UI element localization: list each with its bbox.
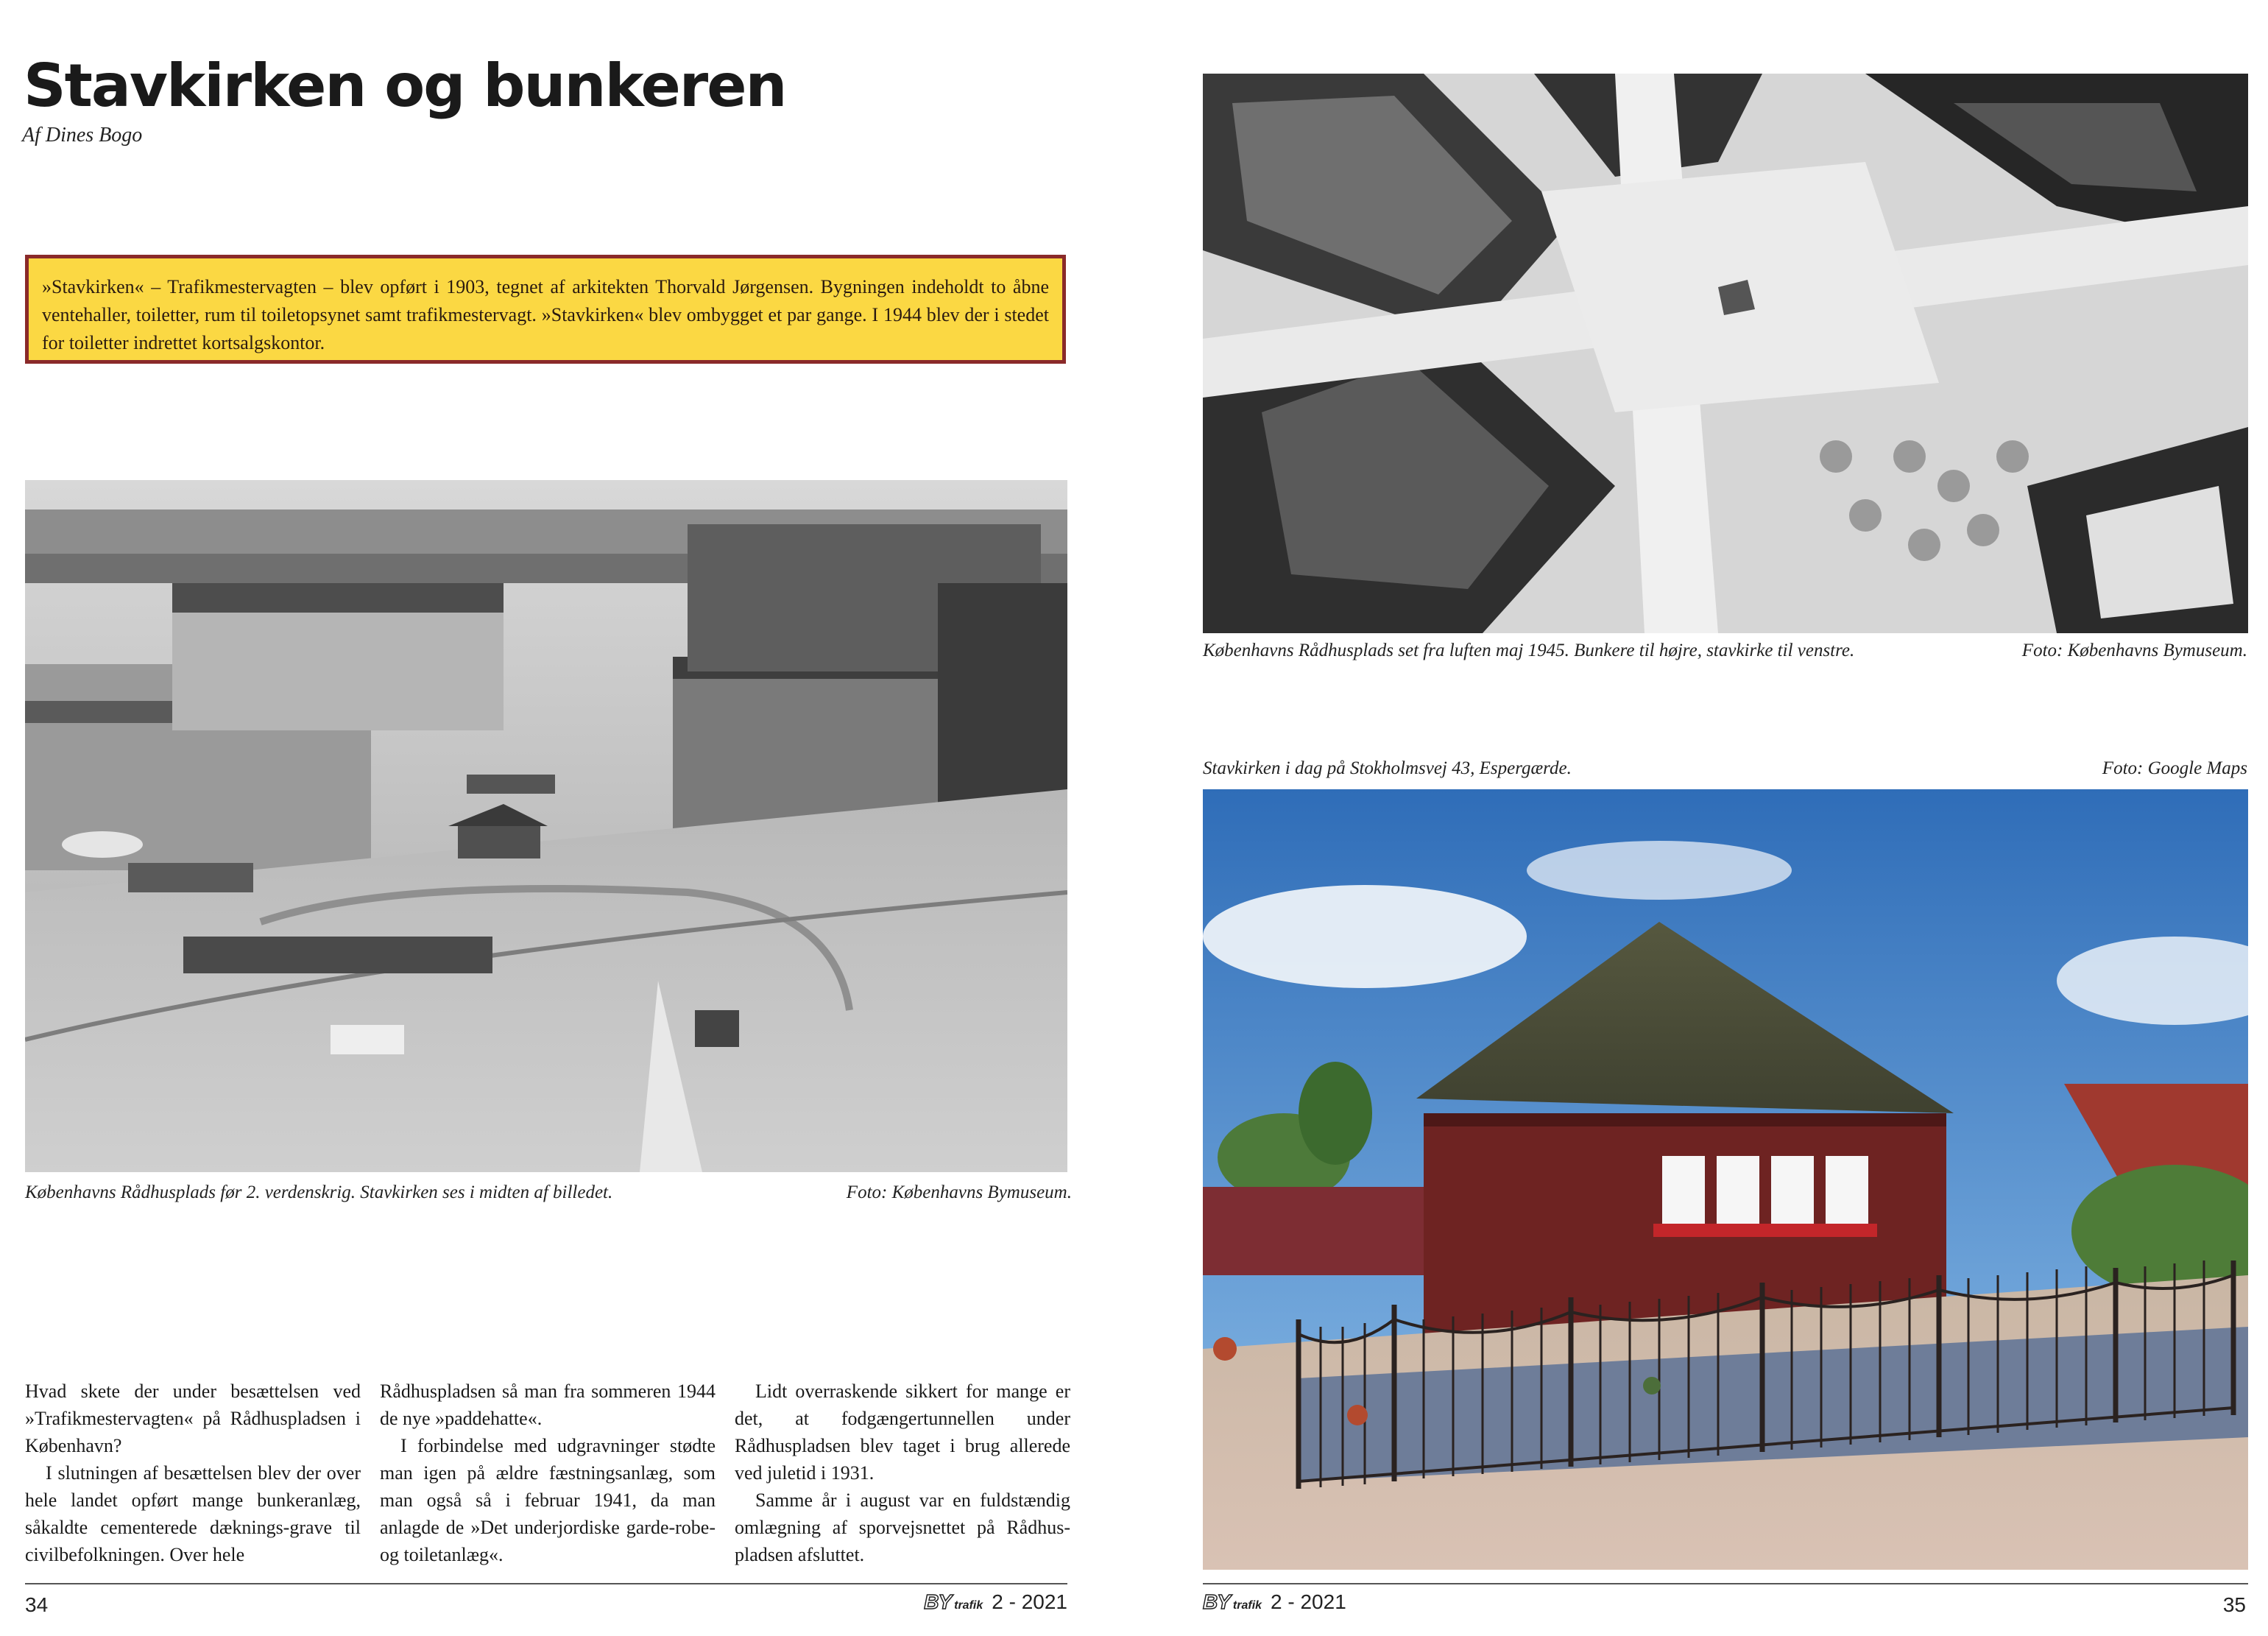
magazine-brand — [924, 1590, 1067, 1614]
body-paragraph: I forbindelse med udgravninger stødte man igen på ældre fæstningsanlæg, som man også så i februar 1941, da man anlagde de »Det underjordiske garde-robe- og toiletanlæg«. — [380, 1435, 716, 1565]
magazine-logo: BY — [924, 1590, 952, 1613]
historic-photo-credit: Foto: Københavns Bymuseum. — [846, 1182, 1072, 1202]
article-byline: Af Dines Bogo — [22, 124, 143, 147]
body-paragraph: Samme år i august var en fuldstændig omlægning af sporvejsnettet på Rådhus-pladsen afsluttet. — [735, 1489, 1070, 1565]
article-title: Stavkirken og bunkeren — [24, 52, 786, 120]
body-column-3 — [735, 1378, 1070, 1568]
fact-box-text: »Stavkirken« – Trafikmestervagten – blev opført i 1903, tegnet af arkitekten Thorvald Jørgensen. Bygningen indeholdt to åbne ventehaller, toiletter, rum til toiletopsynet samt trafikmestervagt. »Stavkirken« blev ombygget et par gange. I 1944 blev der i stedet for toiletter indrettet kortsalgskontor. — [42, 276, 1049, 353]
today-photo-caption: Stavkirken i dag på Stokholmsvej 43, Espergærde. — [1203, 758, 1572, 778]
body-paragraph: I slutningen af besættelsen blev der over hele landet opført mange bunkeranlæg, såkaldte cementerede dæknings-grave til civilbefolkningen. Over hele — [25, 1462, 361, 1565]
body-paragraph: Lidt overraskende sikkert for mange er det, at fodgængertunnellen under Rådhuspladsen blev taget i brug allerede ved juletid i 1931. — [735, 1381, 1070, 1484]
body-column-1 — [25, 1378, 361, 1568]
body-paragraph: Hvad skete der under besættelsen ved »Trafikmestervagten« på Rådhuspladsen i København? — [25, 1381, 361, 1456]
magazine-logo-sub: trafik — [1232, 1599, 1262, 1612]
page-number-right: 35 — [2222, 1593, 2246, 1616]
aerial-photo — [1203, 74, 2248, 633]
footer-rule — [25, 1583, 1067, 1584]
right-page — [1134, 0, 2268, 1636]
magazine-brand — [1203, 1590, 1346, 1614]
issue-label: 2 - 2021 — [1271, 1590, 1346, 1613]
aerial-photo-caption: Københavns Rådhusplads set fra luften maj 1945. Bunkere til højre, stavkirke til venstre. — [1203, 641, 1855, 660]
today-photo — [1203, 789, 2248, 1570]
historic-photo-caption: Københavns Rådhusplads før 2. verdenskrig. Stavkirken ses i midten af billedet. — [25, 1182, 613, 1202]
magazine-logo-sub: trafik — [954, 1599, 983, 1612]
historic-square-photo — [25, 480, 1067, 1172]
aerial-photo-credit: Foto: Københavns Bymuseum. — [2021, 641, 2247, 660]
magazine-logo: BY — [1203, 1590, 1230, 1613]
body-paragraph: Rådhuspladsen så man fra sommeren 1944 de nye »paddehatte«. — [380, 1381, 716, 1429]
today-photo-credit: Foto: Google Maps — [2102, 758, 2247, 778]
issue-label: 2 - 2021 — [992, 1590, 1067, 1613]
body-column-2 — [380, 1378, 716, 1568]
page-number-left: 34 — [25, 1593, 49, 1616]
fact-box — [25, 255, 1066, 364]
footer-rule — [1203, 1583, 2248, 1584]
